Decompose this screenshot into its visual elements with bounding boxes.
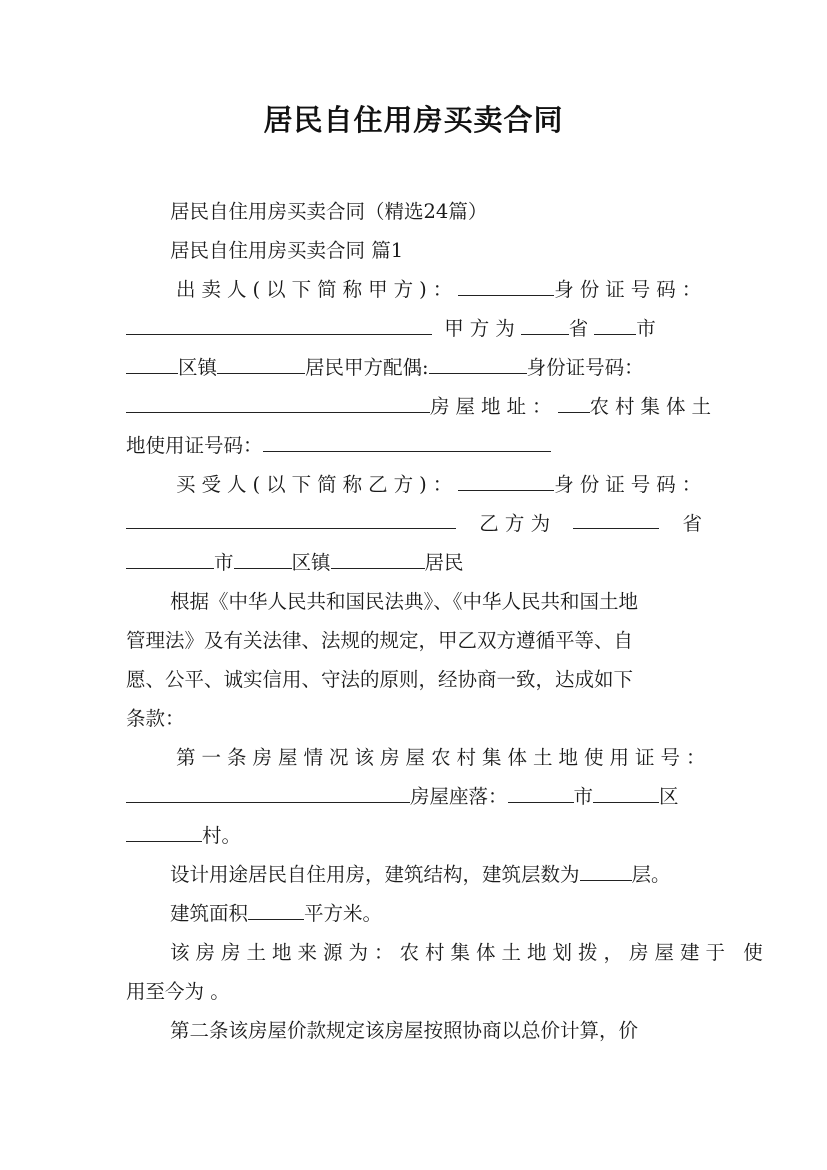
buyer-resident-label: 居民 [424,551,464,574]
party-b-is-label: 乙 方 为 [479,512,551,535]
floor-area-unit: 平方米。 [304,902,383,925]
document-body [126,192,769,1050]
city-blank [594,310,636,335]
province-label: 省 [568,317,595,340]
buyer-id-blank [126,504,456,529]
seller-label: 出卖人(以下简称甲方)： [176,278,459,301]
location-district-label: 区 [659,785,679,808]
party-a-is-label: 甲方为 [444,317,521,340]
preamble-line-4 [126,699,702,738]
seller-line [126,270,708,309]
floor-area-blank [248,895,304,920]
location-village-label: 村。 [202,824,242,847]
article-1-text-1: 第一条房屋情况该房屋农村集体土地使用证号： [176,746,712,769]
preamble-line-1 [126,582,702,621]
floor-area-label: 建筑面积 [170,902,249,925]
house-address-blank [558,388,590,413]
article-1-line-2 [126,777,702,816]
buyer-name-blank [458,466,554,491]
article-1-line-3 [126,816,702,855]
floor-area-line [126,894,702,933]
land-cert-label-2: 地使用证号码： [126,434,263,457]
house-location-label: 房屋座落： [410,785,508,808]
preamble-text-3: 愿、公平、诚实信用、守法的原则，经协商一致，达成如下 [126,668,634,691]
land-cert-label-1: 农村集体土 [589,395,718,418]
seller-id-line [126,309,702,348]
land-cert-blank [263,427,551,452]
preamble-text-1: 根据《中华人民共和国民法典》、《中华人民共和国土地 [170,590,639,613]
buyer-id-label: 身份证号码： [554,473,708,496]
buyer-district-label: 区镇 [291,551,331,574]
buyer-id-line [126,504,702,543]
document-title: 居民自住用房买卖合同 [263,103,564,137]
article-1-line-1 [126,738,712,777]
land-cert-line [126,426,702,465]
house-address-line [126,387,718,426]
seller-id-label: 身份证号码： [554,278,708,301]
section-heading [126,231,702,270]
buyer-address-line [126,543,702,582]
spouse-name-blank [429,349,527,374]
land-use-cert-blank [126,778,410,803]
location-village-blank [126,817,202,842]
seller-name-blank [458,271,554,296]
district-label: 区镇 [178,356,218,379]
spouse-label: 居民甲方配偶: [305,356,429,379]
section-heading-text: 居民自住用房买卖合同 篇1 [170,239,404,262]
article-2-text-1: 第二条该房屋价款规定该房屋按照协商以总价计算，价 [170,1019,639,1042]
buyer-label: 买受人(以下简称乙方)： [176,473,459,496]
buyer-city-blank [126,544,214,569]
design-use-line [126,855,702,894]
floors-unit: 层。 [631,863,671,886]
province-blank [521,310,569,335]
preamble-line-2 [126,621,702,660]
subtitle-line [126,192,702,231]
buyer-district-blank [234,544,292,569]
location-city-blank [508,778,574,803]
seller-id-blank [126,310,432,335]
floors-blank [580,856,632,881]
location-district-blank [593,778,659,803]
land-source-text-2: 用至今为 。 [126,980,230,1003]
spouse-prefix-blank [217,349,305,374]
article-2-line-1 [126,1011,702,1050]
buyer-village-blank [331,544,425,569]
buyer-city-label: 市 [214,551,234,574]
buyer-line [126,465,708,504]
district-blank [126,349,178,374]
preamble-text-4: 条款： [126,707,185,730]
land-source-line-1 [126,933,769,972]
spouse-id-label: 身份证号码： [526,356,644,379]
city-label: 市 [636,317,662,340]
buyer-province-label: 省 [682,512,702,535]
preamble-line-3 [126,660,702,699]
design-use-text: 设计用途居民自住用房，建筑结构，建筑层数为 [170,863,580,886]
subtitle-text: 居民自住用房买卖合同（精选24篇） [170,200,488,223]
land-source-text-1: 该房房土地来源为：农村集体土地划拨，房屋建于 使 [170,941,769,964]
land-source-line-2 [126,972,702,1011]
location-city-label: 市 [573,785,594,808]
buyer-province-blank [573,504,659,529]
seller-address-line [126,348,702,387]
spouse-id-blank [126,388,430,413]
house-address-label: 房屋地址： [430,395,558,418]
preamble-text-2: 管理法》及有关法律、法规的规定，甲乙双方遵循平等、自 [126,629,634,652]
